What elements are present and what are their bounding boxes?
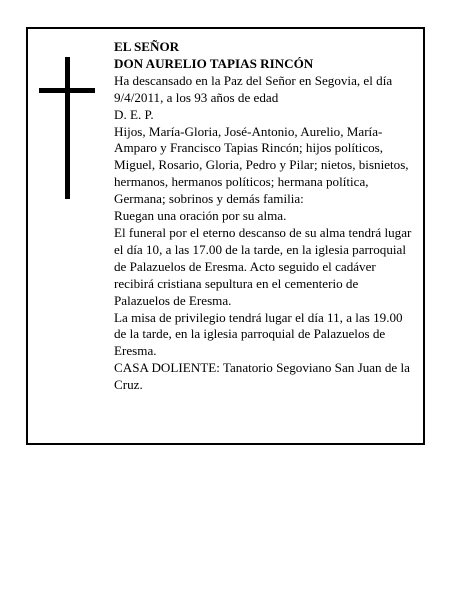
prayer-request: Ruegan una oración por su alma.	[114, 208, 287, 224]
cross-horizontal-bar	[39, 88, 95, 93]
mass-details: La misa de privilegio tendrá lugar el día 11, a las 19.00 de la tarde, en la iglesia parroquial de Palazuelos de Eresma.	[114, 309, 403, 359]
cross-vertical-bar	[65, 57, 70, 199]
rip-abbreviation: D. E. P.	[114, 106, 154, 122]
death-announcement: Ha descansado en la Paz del Señor en Segovia, el día 9/4/2011, a los 93 años de edad	[114, 72, 393, 105]
notice-title-line-2: DON AURELIO TAPIAS RINCÓN	[114, 55, 314, 71]
obituary-notice	[26, 27, 425, 445]
notice-title-line-1: EL SEÑOR	[114, 39, 180, 54]
funeral-home: CASA DOLIENTE: Tanatorio Segoviano San Juan de la Cruz.	[114, 360, 410, 393]
notice-text	[114, 39, 416, 394]
latin-cross-icon	[39, 57, 95, 199]
family-list: Hijos, María-Gloria, José-Antonio, Aurelio, María-Amparo y Francisco Tapias Rincón; hijos políticos, Miguel, Rosario, Gloria, Pedro y Pilar; nietos, bisnietos, hermanos, hermanos políticos; hermana política, Germana; sobrinos y demás familia:	[114, 123, 409, 207]
funeral-details: El funeral por el eterno descanso de su alma tendrá lugar el día 10, a las 17.00 de la tarde, en la iglesia parroquial de Palazuelos de Eresma. Acto seguido el cadáver recibirá cristiana sepultura en el cementerio de Palazuelos de Eresma.	[114, 224, 412, 308]
